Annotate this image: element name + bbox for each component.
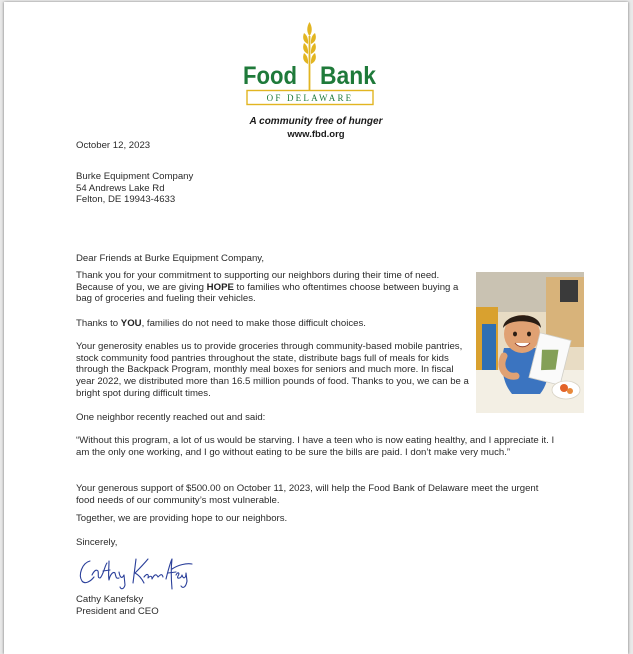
closing: Sincerely, <box>76 537 118 548</box>
paragraph-text: , families do not need to make those difficult choices. <box>141 318 366 329</box>
paragraph-neighbor-quote: “Without this program, a lot of us would be starving. I have a teen who is now eating healthy, and I appreciate it. I am the only one working, and I go without eating to be sure the bills are paid. I don’t make very much.” <box>76 435 555 458</box>
logo-word-bank: Bank <box>320 62 377 90</box>
salutation: Dear Friends at Burke Equipment Company, <box>76 253 265 264</box>
letter-date: October 12, 2023 <box>76 140 151 151</box>
child-photo <box>476 272 584 413</box>
signer-title: President and CEO <box>76 606 159 617</box>
paragraph-text: Thank you for your commitment to supporting our neighbors during their time of need. Because of you, we are giving <box>76 270 440 293</box>
signer-name: Cathy Kanefsky <box>76 594 144 605</box>
tagline: A community free of hunger <box>249 116 383 127</box>
recipient-line: Felton, DE 19943-4633 <box>76 194 176 206</box>
paragraph-text: to families who oftentimes choose between buying a bag of groceries and fueling their vehicles. <box>76 281 459 305</box>
website-link: www.fbd.org <box>287 129 345 140</box>
food-bank-logo <box>240 18 380 110</box>
recipient-line: Burke Equipment Company <box>76 171 194 182</box>
hope-emphasis: HOPE <box>206 281 234 293</box>
recipient-line: 54 Andrews Lake Rd <box>76 182 165 194</box>
paragraph-thanks-to-you <box>76 318 366 330</box>
paragraph-donation: Your generous support of $500.00 on October 11, 2023, will help the Food Bank of Delaware meet the urgent food needs of our community’s most vulnerable. <box>76 483 539 506</box>
paragraph-neighbor-intro: One neighbor recently reached out and said: <box>76 412 266 423</box>
logo-subtitle: OF DELAWARE <box>266 93 354 103</box>
signature <box>76 551 196 593</box>
paragraph-programs: Your generosity enables us to provide groceries through community-based mobile pantries, stock community food pantries throughout the state, distribute bags full of meals for kids through the Backpack Program, monthly meal boxes for seniors and much more. In fiscal year 2022, we distributed more than 16.5 million pounds of food. Thanks to you, we can be a bright spot during difficult times. <box>76 341 469 399</box>
you-emphasis: YOU <box>120 318 142 329</box>
logo-word-food: Food <box>243 62 297 90</box>
letter-page <box>4 2 628 654</box>
paragraph-together: Together, we are providing hope to our neighbors. <box>76 513 288 524</box>
recipient-address <box>76 171 193 206</box>
paragraph-thanks <box>76 270 462 305</box>
paragraph-text: Thanks to <box>76 318 121 329</box>
